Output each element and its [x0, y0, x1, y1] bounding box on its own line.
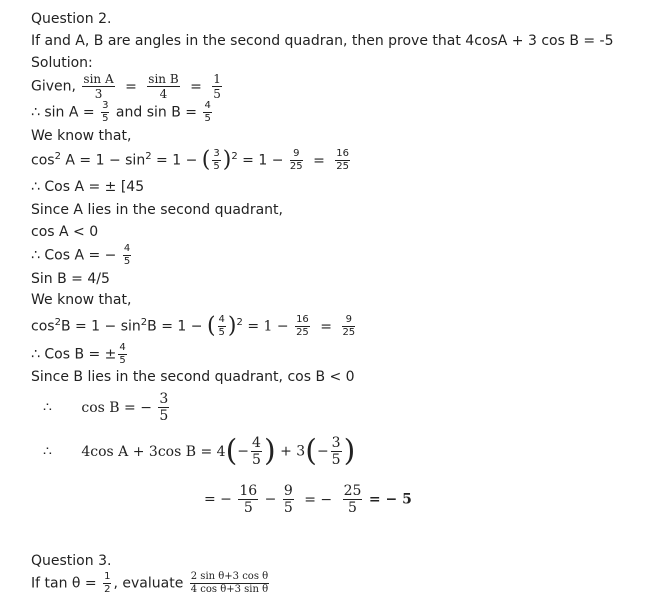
- question-3-statement: [31, 572, 271, 595]
- cos2B-line: $\cos^2B = 1 - \sin^2B = 1$ − ( $\frac{4}{5}$ )$^2$ = 1 − $\frac{16}{25}$ = $\frac{9}{25}$: [31, 313, 356, 339]
- given-line: Given, $\frac{\text{sin A}}{3}$ = $\frac{\text{sin B}}{4}$ = $\frac{1}{5}$: [31, 72, 221, 101]
- cosB-final-pre: cos B = −: [81, 399, 152, 416]
- question-2-statement: If and A, B are angles in the second quadran, then prove that 4cosA + 3 cos B = -5: [31, 33, 614, 49]
- cos2B-fraction-1: $\frac{16}{25}$: [296, 314, 309, 339]
- cos2A-fraction-2: $\frac{16}{25}$: [336, 148, 349, 173]
- sinA-line: [31, 101, 214, 124]
- q3-tan-fraction: $\frac{1}{2}$: [104, 571, 111, 595]
- cos2A-fraction-1: $\frac{9}{25}$: [289, 148, 303, 173]
- given-fraction-1: $\frac{\text{sin A}}{3}$: [83, 72, 114, 101]
- q3-evaluate: , evaluate: [113, 575, 184, 592]
- sinB-line: Sin B = 4/5: [31, 271, 110, 287]
- result-line: = − $\frac{16}{5}$ − $\frac{9}{5}$ = − $\frac{25}{5}$ = − 5: [204, 483, 412, 516]
- cos2A-inner-fraction: $\frac{3}{5}$: [213, 148, 220, 173]
- expression-fraction-2: $\frac{3}{5}$: [331, 435, 341, 468]
- result-fraction-1: $\frac{16}{5}$: [239, 483, 258, 516]
- cos2A-line: $\cos^2 A = 1 - \sin^2 = 1$ − ( $\frac{3}{5}$ )$^2$ = 1 − $\frac{9}{25}$ = $\frac{16}{25}$: [31, 147, 349, 173]
- cosB-final-line: [43, 392, 171, 423]
- since-A-line: Since A lies in the second quadrant,: [31, 202, 283, 218]
- q3-eval-fraction: $\frac{\text{2 sin θ+3 cos θ}}{\text{4 cos θ+3 sin θ}}$: [190, 571, 269, 595]
- question-2-heading: Question 2.: [31, 11, 112, 27]
- cos2A-mid: A = 1 − sin: [65, 152, 146, 169]
- cosB-plusminus-line: [31, 343, 129, 366]
- q3-pre: If tan θ =: [31, 575, 97, 592]
- cosB-plusminus-fraction: $\frac{4}{5}$: [119, 342, 126, 366]
- given-fraction-3: $\frac{1}{5}$: [213, 72, 221, 101]
- cos2B-mid2: B = 1 −: [147, 318, 203, 335]
- since-B-line: Since B lies in the second quadrant, cos B < 0: [31, 369, 355, 385]
- sinA-prefix: ∴ sin A =: [31, 104, 95, 121]
- expression-pre: 4cos A + 3cos B = 4: [81, 443, 226, 460]
- cosA-plusminus: ∴ Cos A = ± [45: [31, 179, 145, 195]
- cos2B-inner-fraction: $\frac{4}{5}$: [218, 314, 225, 339]
- sinB-label: and sin B =: [115, 104, 197, 121]
- cosA-value-line: [31, 244, 133, 267]
- cos2A-pre: cos: [31, 152, 55, 169]
- given-fraction-2: $\frac{\text{sin B}}{4}$: [148, 72, 179, 101]
- given-label: Given,: [31, 78, 76, 95]
- result-fraction-3: $\frac{25}{5}$: [343, 483, 362, 516]
- cos2A-mid2: = 1 −: [156, 152, 198, 169]
- therefore-symbol: ∴: [43, 399, 52, 416]
- sinB-fraction: $\frac{4}{5}$: [204, 100, 211, 124]
- cos2B-mid: B = 1 − sin: [60, 318, 141, 335]
- cos2B-eq: = 1 −: [247, 318, 289, 335]
- cos2B-fraction-2: $\frac{9}{25}$: [342, 314, 356, 339]
- solution-label: Solution:: [31, 55, 93, 71]
- cosA-value-pre: ∴ Cos A = −: [31, 247, 117, 264]
- cosB-plusminus-pre: ∴ Cos B = ±: [31, 346, 117, 363]
- cosA-value-fraction: $\frac{4}{5}$: [123, 243, 131, 267]
- expression-line: ∴ 4cos A + 3cos B = 4(− $\frac{4}{5}$ ) + 3(− $\frac{3}{5}$ ): [43, 433, 356, 469]
- cosA-less-than-zero: cos A < 0: [31, 224, 99, 240]
- cos2A-eq: = 1 −: [242, 152, 284, 169]
- expression-fraction-1: $\frac{4}{5}$: [252, 435, 261, 468]
- expression-plus: + 3: [280, 443, 306, 460]
- we-know-that-1: We know that,: [31, 128, 132, 144]
- we-know-that-2: We know that,: [31, 292, 132, 308]
- cos2B-pre: cos: [31, 318, 55, 335]
- question-3-heading: Question 3.: [31, 553, 112, 569]
- cosB-final-fraction: $\frac{3}{5}$: [159, 391, 169, 424]
- therefore-symbol-2: ∴: [43, 443, 52, 460]
- result-end: = − 5: [368, 491, 412, 508]
- sinA-fraction: $\frac{3}{5}$: [102, 100, 109, 124]
- result-fraction-2: $\frac{9}{5}$: [283, 483, 293, 516]
